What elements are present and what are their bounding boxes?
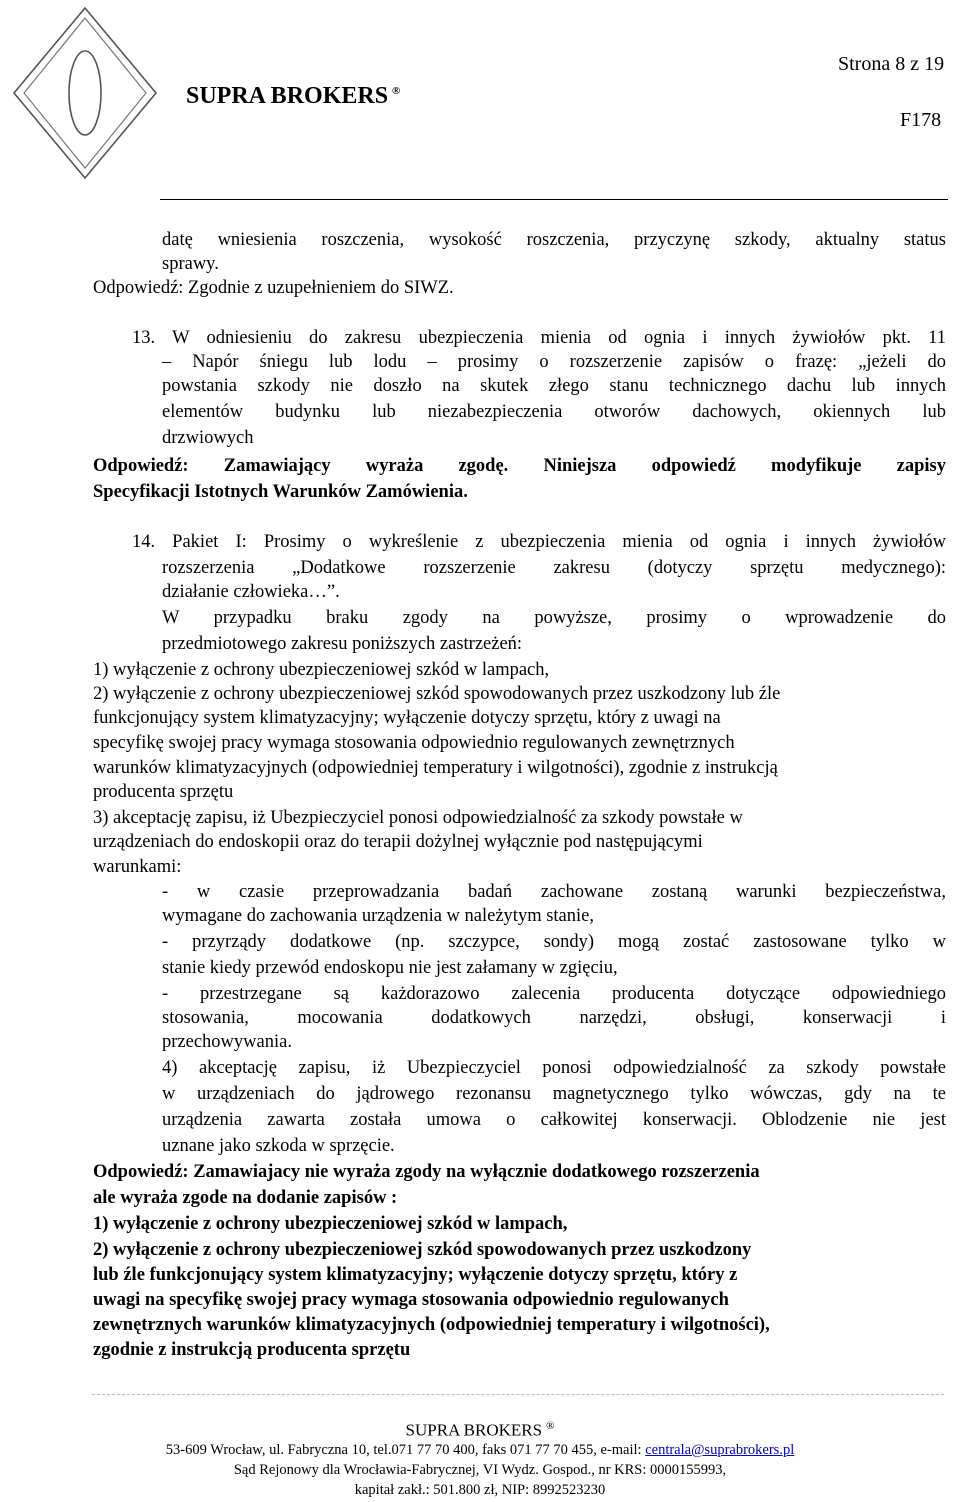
exclusion-line: warunkami: bbox=[93, 857, 182, 877]
exclusion-line: funkcjonujący system klimatyzacyjny; wyłączenie dotyczy sprzętu, który z uwagi na bbox=[93, 708, 721, 728]
question-13-line: drzwiowych bbox=[162, 428, 254, 448]
footer-court: Sąd Rejonowy dla Wrocławia-Fabrycznej, VI Wydz. Gospod., nr KRS: 0000155993, bbox=[233, 1462, 727, 1478]
question-14-line: rozszerzenia „Dodatkowe rozszerzenie zakresu (dotyczy sprzętu medycznego): bbox=[162, 558, 946, 578]
header-brand bbox=[186, 77, 400, 110]
condition-line: urządzenia zawarta została umowa o całkowitej konserwacji. Oblodzenie nie jest bbox=[162, 1110, 946, 1130]
company-logo bbox=[10, 4, 160, 182]
question-14-line: W przypadku braku zgody na powyższe, prosimy o wprowadzenie do bbox=[162, 608, 946, 628]
condition-line: stosowania, mocowania dodatkowych narzędzi, obsługi, konserwacji i bbox=[162, 1008, 946, 1028]
exclusion-line: specyfikę swojej pracy wymaga stosowania odpowiednio regulowanych zewnętrznych bbox=[93, 733, 735, 753]
question-13-line: powstania szkody nie doszło na skutek złego stanu technicznego dachu lub innych bbox=[162, 376, 946, 396]
exclusion-line: warunków klimatyzacyjnych (odpowiedniej temperatury i wilgotności), zgodnie z instrukcją bbox=[93, 758, 778, 778]
answer-14-line: lub źle funkcjonujący system klimatyzacyjny; wyłączenie dotyczy sprzętu, który z bbox=[93, 1265, 738, 1285]
answer-14-line: ale wyraża zgode na dodanie zapisów : bbox=[93, 1188, 398, 1208]
registered-mark: ® bbox=[392, 85, 401, 97]
exclusion-line: 3) akceptację zapisu, iż Ubezpieczyciel ponosi odpowiedzialność za szkody powstałe w bbox=[93, 808, 743, 828]
condition-line: przechowywania. bbox=[162, 1032, 292, 1052]
footer-address-text: 53-609 Wrocław, ul. Fabryczna 10, tel.071 77 70 400, faks 071 77 70 455, e-mail: bbox=[165, 1442, 646, 1458]
exclusion-line: producenta sprzętu bbox=[93, 782, 234, 802]
condition-line: - w czasie przeprowadzania badań zachowane zostaną warunki bezpieczeństwa, bbox=[162, 882, 946, 902]
answer-13-line: Specyfikacji Istotnych Warunków Zamówienia. bbox=[93, 482, 468, 502]
answer-14-line: uwagi na specyfikę swojej pracy wymaga stosowania odpowiednio regulowanych bbox=[93, 1290, 729, 1310]
footer-brand-text: SUPRA BROKERS bbox=[405, 1420, 543, 1440]
condition-line: - przyrządy dodatkowe (np. szczypce, sondy) mogą zostać zastosowane tylko w bbox=[162, 932, 946, 952]
answer-14-line: Odpowiedź: Zamawiajacy nie wyraża zgody na wyłącznie dodatkowego rozszerzenia bbox=[93, 1162, 760, 1182]
question-14-line: przedmiotowego zakresu poniższych zastrzeżeń: bbox=[162, 634, 523, 654]
paragraph-line: datę wniesienia roszczenia, wysokość roszczenia, przyczynę szkody, aktualny status bbox=[162, 230, 946, 250]
paragraph-line: sprawy. bbox=[162, 254, 219, 274]
answer-13-line: Odpowiedź: Zamawiający wyraża zgodę. Niniejsza odpowiedź modyfikuje zapisy bbox=[93, 456, 946, 476]
answer-14-line: 2) wyłączenie z ochrony ubezpieczeniowej szkód spowodowanych przez uszkodzony bbox=[93, 1240, 752, 1260]
page-number: Strona 8 z 19 bbox=[838, 53, 945, 75]
exclusion-line: 2) wyłączenie z ochrony ubezpieczeniowej szkód spowodowanych przez uszkodzony lub źle bbox=[93, 684, 781, 704]
condition-line: wymagane do zachowania urządzenia w należytym stanie, bbox=[162, 906, 594, 926]
footer-address bbox=[0, 1441, 960, 1459]
document-code: F178 bbox=[900, 109, 942, 131]
condition-line: - przestrzegane są każdorazowo zalecenia producenta dotyczące odpowiedniego bbox=[162, 984, 946, 1004]
question-14-line: 14. Pakiet I: Prosimy o wykreślenie z ubezpieczenia mienia od ognia i innych żywiołów bbox=[132, 532, 946, 552]
email-link[interactable]: centrala@suprabrokers.pl bbox=[645, 1442, 795, 1458]
condition-line: w urządzeniach do jądrowego rezonansu magnetycznego tylko wówczas, gdy na te bbox=[162, 1084, 946, 1104]
answer-12: Odpowiedź: Zgodnie z uzupełnieniem do SIWZ. bbox=[93, 278, 454, 298]
header-brand-text: SUPRA BROKERS bbox=[186, 83, 389, 109]
question-14-line: działanie człowieka…”. bbox=[162, 582, 340, 602]
exclusion-line: urządzeniach do endoskopii oraz do terapii dożylnej wyłącznie pod następującymi bbox=[93, 832, 703, 852]
question-13-line: elementów budynku lub niezabezpieczenia otworów dachowych, okiennych lub bbox=[162, 402, 946, 422]
condition-line: 4) akceptację zapisu, iż Ubezpieczyciel ponosi odpowiedzialność za szkody powstałe bbox=[162, 1058, 946, 1078]
question-13-line: 13. W odniesieniu do zakresu ubezpieczenia mienia od ognia i innych żywiołów pkt. 11 bbox=[132, 328, 946, 348]
answer-14-line: 1) wyłączenie z ochrony ubezpieczeniowej szkód w lampach, bbox=[93, 1214, 568, 1234]
registered-mark: ® bbox=[546, 1420, 555, 1432]
answer-14-line: zgodnie z instrukcją producenta sprzętu bbox=[93, 1340, 411, 1360]
condition-line: uznane jako szkoda w sprzęcie. bbox=[162, 1136, 395, 1156]
footer-divider bbox=[92, 1394, 944, 1395]
exclusion-line: 1) wyłączenie z ochrony ubezpieczeniowej szkód w lampach, bbox=[93, 660, 550, 680]
answer-14-line: zewnętrznych warunków klimatyzacyjnych (odpowiedniej temperatury i wilgotności), bbox=[93, 1315, 770, 1335]
footer-brand bbox=[0, 1416, 960, 1441]
question-13-line: – Napór śniegu lub lodu – prosimy o rozszerzenie zapisów o frazę: „jeżeli do bbox=[162, 352, 946, 372]
footer-capital: kapitał zakł.: 501.800 zł, NIP: 8992523230 bbox=[354, 1482, 606, 1498]
header-divider bbox=[160, 199, 948, 200]
condition-line: stanie kiedy przewód endoskopu nie jest załamany w zgięciu, bbox=[162, 958, 618, 978]
